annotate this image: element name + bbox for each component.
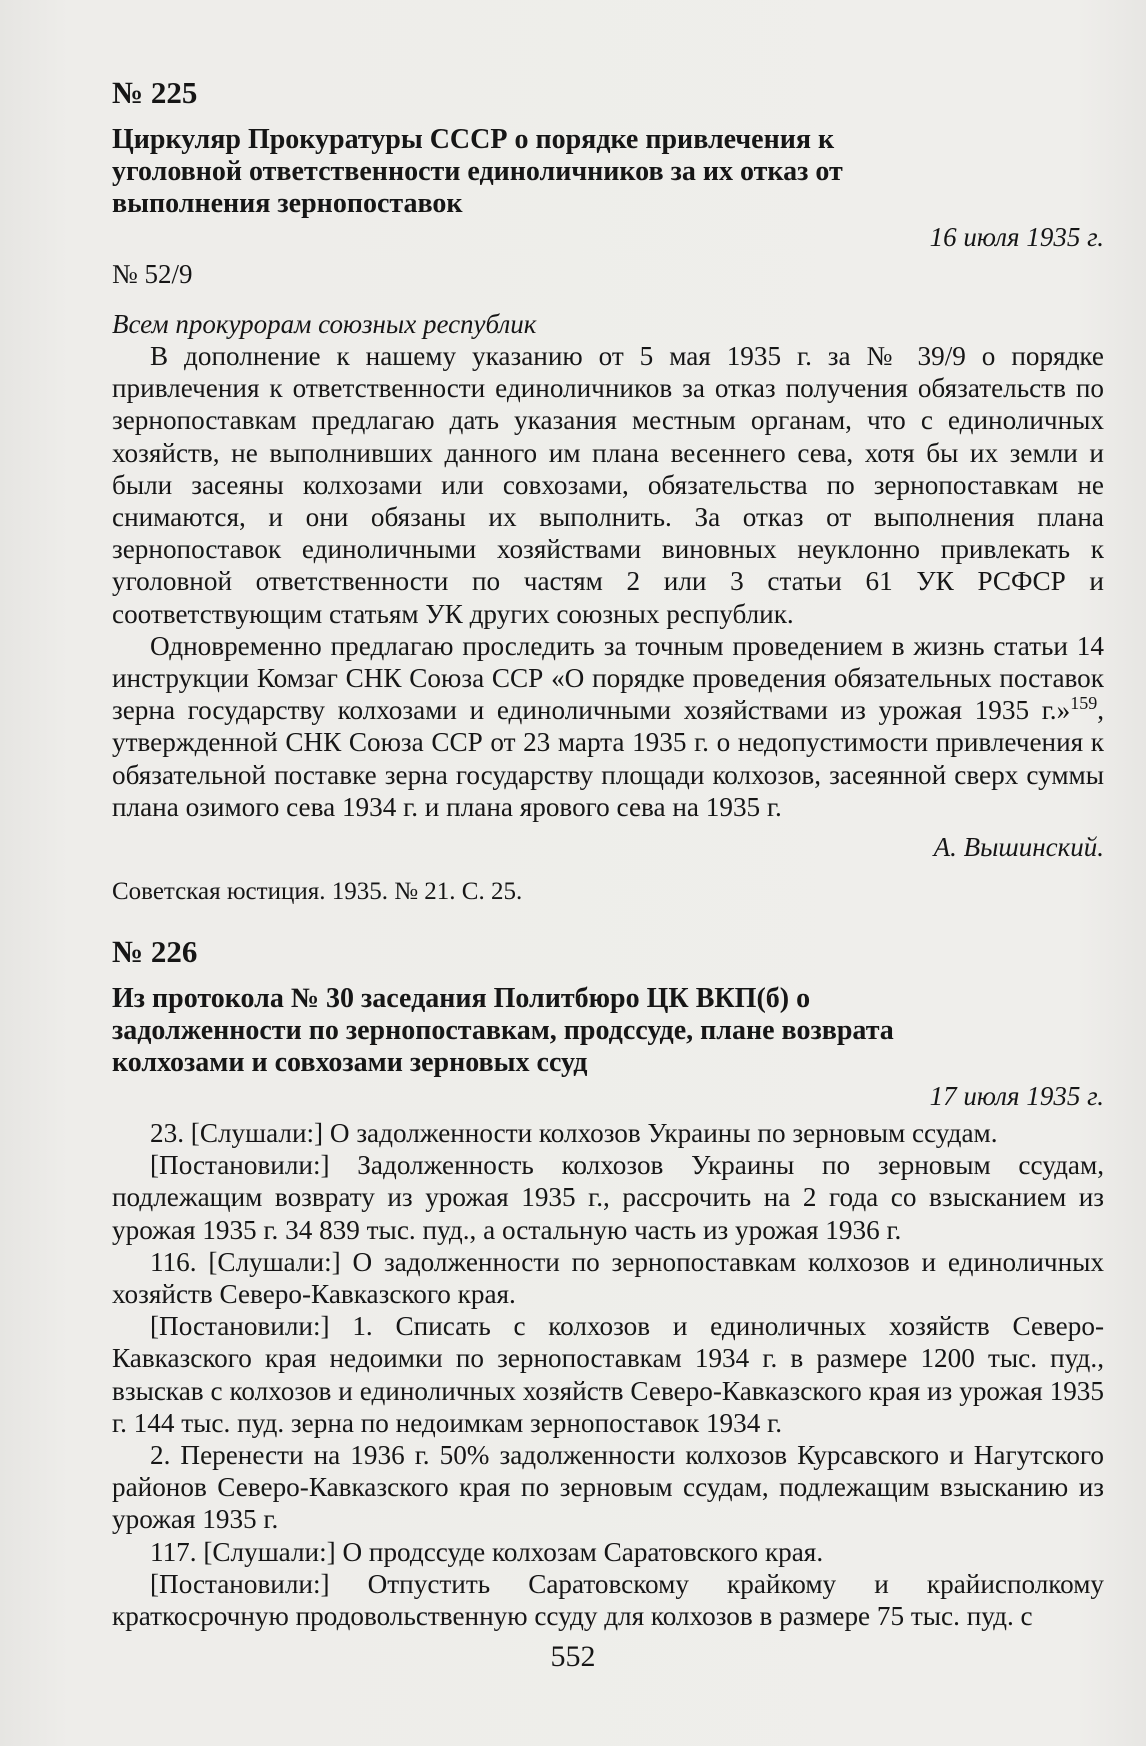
document-226 bbox=[112, 933, 1104, 1632]
document-addressee: Всем прокурорам союзных республик bbox=[112, 309, 537, 339]
source-citation: Советская юстиция. 1935. № 21. С. 25. bbox=[112, 878, 523, 906]
document-title: Из протокола № 30 заседания Политбюро ЦК ВКП(б) о задолженности по зернопоставкам, продссуде, плане возврата колхозами и совхозами зерновых ссуд bbox=[112, 983, 894, 1079]
paragraph: [Постановили:] Отпустить Саратовскому крайкому и крайисполкому краткосрочную продовольственную ссуду для колхозов в размере 75 тыс. пуд. с bbox=[112, 1568, 1104, 1632]
document-number: № 225 bbox=[112, 75, 198, 110]
document-date: 16 июля 1935 г. bbox=[929, 222, 1104, 252]
signature: А. Вышинский. bbox=[933, 832, 1104, 863]
document-225 bbox=[112, 74, 1104, 907]
document-title: Циркуляр Прокуратуры СССР о порядке привлечения к уголовной ответственности единоличников за их отказ от выполнения зернопоставок bbox=[112, 124, 843, 219]
paragraph: В дополнение к нашему указанию от 5 мая 1935 г. за № 39/9 о порядке привлечения к ответственности единоличников за отказ получения обязательств по зернопоставкам предлагаю дать указания местным органам, что с единоличных хозяйств, не выполнивших данного им плана весеннего сева, хотя бы их земли и были засеяны колхозами или совхозами, обязательства по зернопоставкам не снимаются, и они обязаны их выполнить. За отказ от выполнения плана зернопоставок единоличными хозяйствами виновных неуклонно привлекать к уголовной ответственности по частям 2 или 3 статьи 61 УК РСФСР и соответствующим статьям УК других союзных республик. bbox=[112, 341, 1104, 629]
paragraph: 117. [Слушали:] О продссуде колхозам Саратовского края. bbox=[150, 1536, 824, 1567]
document-date: 17 июля 1935 г. bbox=[929, 1081, 1104, 1112]
page-number: 552 bbox=[550, 1640, 596, 1673]
paragraph-text: , утвержденной СНК Союза ССР от 23 марта 1935 г. о недопустимости привлечения к обязательной поставке зерна государству площади колхозов, засеянной сверх суммы плана озимого сева 1934 г. и плана ярового сева на 1935 г. bbox=[112, 695, 1104, 822]
page-content bbox=[112, 74, 1104, 1632]
paragraph: 2. Перенести на 1936 г. 50% задолженности колхозов Курсавского и Нагутского районов Северо-Кавказского края по зерновым ссудам, подлежащим взысканию из урожая 1935 г. bbox=[112, 1440, 1104, 1535]
paragraph: 23. [Слушали:] О задолженности колхозов Украины по зерновым ссудам. bbox=[150, 1118, 998, 1149]
document-reference: № 52/9 bbox=[112, 259, 193, 289]
paragraph-text: Одновременно предлагаю проследить за точным проведением в жизнь статьи 14 инструкции Комзаг СНК Союза ССР «О порядке проведения обязательных поставок зерна государству колхозами и единоличными хозяйствами из урожая 1935 г.» bbox=[112, 630, 1104, 726]
paragraph: [Постановили:] Задолженность колхозов Украины по зерновым ссудам, подлежащим возврату из урожая 1935 г., рассрочить на 2 года со взысканием из урожая 1935 г. 34 839 тыс. пуд., а остальную часть из урожая 1936 г. bbox=[112, 1150, 1104, 1245]
paragraph: 116. [Слушали:] О задолженности по зернопоставкам колхозов и единоличных хозяйств Северо-Кавказского края. bbox=[112, 1246, 1104, 1310]
paragraph: [Постановили:] 1. Списать с колхозов и единоличных хозяйств Северо-Кавказского края недоимки по зернопоставкам 1934 г. в размере 1200 тыс. пуд., взыскав с колхозов и единоличных хозяйств Северо-Кавказского края из урожая 1935 г. 144 тыс. пуд. зерна по недоимкам зернопоставок 1934 г. bbox=[112, 1311, 1104, 1438]
footnote-marker: 159 bbox=[1070, 693, 1098, 714]
document-number: № 226 bbox=[112, 934, 198, 970]
paragraph bbox=[112, 630, 1104, 823]
